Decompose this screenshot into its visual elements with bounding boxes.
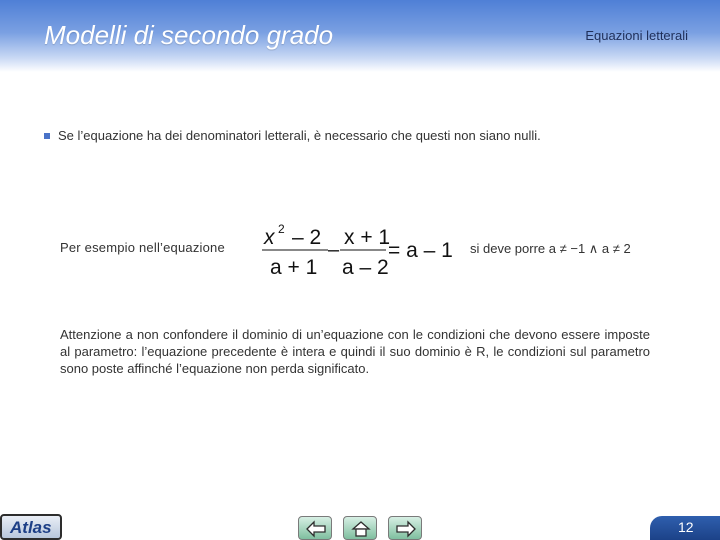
bullet-point xyxy=(44,128,684,143)
page-number: 12 xyxy=(678,519,694,535)
page-title: Modelli di secondo grado xyxy=(44,20,334,50)
home-icon xyxy=(350,520,372,538)
frac2-numerator: x + 1 xyxy=(344,226,391,249)
arrow-left-icon xyxy=(305,520,327,538)
previous-button[interactable] xyxy=(298,516,332,540)
atlas-logo xyxy=(0,514,62,540)
arrow-right-icon xyxy=(395,520,417,538)
minus-sign: – xyxy=(328,239,340,261)
bullet-square-icon xyxy=(44,133,50,139)
section-subtitle: Equazioni letterali xyxy=(585,28,688,43)
frac1-numerator-exponent: 2 xyxy=(278,222,285,236)
parameter-condition: si deve porre a ≠ −1 ∧ a ≠ 2 xyxy=(470,241,631,256)
navigation-bar xyxy=(298,516,422,540)
right-hand-side: = a – 1 xyxy=(388,239,453,262)
next-button[interactable] xyxy=(388,516,422,540)
frac2-denominator: a – 2 xyxy=(342,256,389,279)
frac1-numerator-rest: – 2 xyxy=(292,226,322,249)
logo-text: Atlas xyxy=(10,518,52,537)
home-button[interactable] xyxy=(343,516,377,540)
equation-formula xyxy=(258,216,458,286)
header-banner xyxy=(0,0,720,72)
frac1-denominator: a + 1 xyxy=(270,256,318,279)
frac1-numerator-base: x xyxy=(264,226,275,249)
warning-paragraph: Attenzione a non confondere il dominio di un’equazione con le condizioni che devono essere imposte al parametro: l’equazione precedente è intera e quindi il suo dominio è R, le condizioni sul parametro sono poste affinché l’equazione non perda significato. xyxy=(60,327,650,376)
bullet-text: Se l’equazione ha dei denominatori letterali, è necessario che questi non siano nulli. xyxy=(58,128,541,143)
example-intro: Per esempio nell’equazione xyxy=(60,240,225,255)
